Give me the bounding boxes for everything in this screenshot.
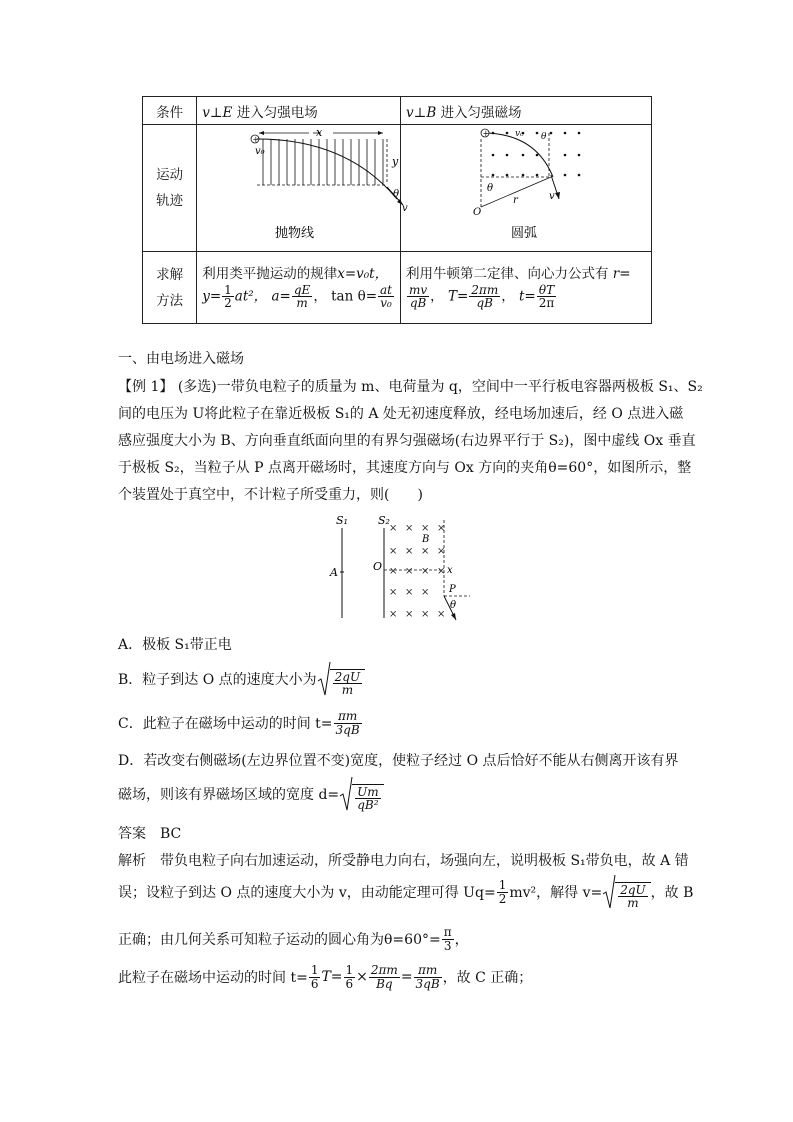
svg-text:×: × <box>437 609 446 620</box>
label-O: O <box>473 207 482 218</box>
option-C: C．此粒子在磁场中运动的时间 t= $\frac{\pi m}{3qB}$ <box>118 709 360 737</box>
header-electric: v⊥E 进入匀强电场 <box>197 97 401 125</box>
label-O-fig: O <box>373 560 383 573</box>
analysis-line-4: 此粒子在磁场中运动的时间 t= $\frac{1}{6}$ T= $\frac{1}{6}$ × $\frac{2\pi m}{Bq}$ = $\frac{\pi m}{3qB}$ ，故 C 正确； <box>118 963 533 991</box>
label-S1: S₁ <box>336 514 348 527</box>
analysis-line-2: 误；设粒子到达 O 点的速度大小为 v，由动能定理可得 Uq= $\frac{1}{2}$ mv²，解得 v= $\frac{2qU}{m}$ ，故 B <box>118 874 693 910</box>
label-B: B <box>422 534 430 545</box>
positive-charge-icon-2: + <box>482 129 490 138</box>
option-B: B．粒子到达 O 点的速度大小为 $\frac{2qU}{m}$ <box>118 661 365 697</box>
svg-text:×: × <box>421 609 430 620</box>
example-line-1: 【例 1】 (多选)一带负电粒子的质量为 m、电荷量为 q，空间中一平行板电容器两极板 S₁、S₂ <box>118 379 703 395</box>
svg-text:×: × <box>437 523 446 534</box>
parabola-diagram <box>197 125 408 251</box>
row-method-label: 求解 方法 <box>143 252 197 324</box>
label-v0: v₀ <box>255 146 265 157</box>
sqrt-sign: $\frac{2qU}{m}$ <box>317 661 365 697</box>
label-S2: S₂ <box>378 514 390 527</box>
method-electric: 利用类平抛运动的规律x=v₀t， y= $\frac{1}{2}$ at²， a= $\frac{qE}{m}$ ， tan θ= $\frac{at}{\text{v₀}}$ <box>197 252 401 324</box>
row-trajectory-label: 运动 轨迹 <box>143 125 197 252</box>
header-magnetic: v⊥B 进入匀强磁场 <box>401 97 652 125</box>
field-crosses <box>389 523 445 620</box>
label-x: x <box>316 126 323 139</box>
label-v0-right: v₀ <box>515 129 524 139</box>
comparison-table <box>142 96 652 324</box>
label-theta-top: θ <box>541 132 547 142</box>
svg-text:×: × <box>389 546 398 557</box>
option-D-line2: 磁场，则该有界磁场区域的宽度 d= $\frac{Um}{\text{qB²}}$ <box>118 776 384 812</box>
example-line-3: 感应强度大小为 B、方向垂直纸面向里的有界匀强磁场(右边界平行于 S₂)，图中虚线 Ox 垂直 <box>118 433 696 449</box>
example-line-5: 个装置处于真空中，不计粒子所受重力，则( ) <box>118 487 423 503</box>
svg-text:×: × <box>421 546 430 557</box>
svg-text:×: × <box>437 546 446 557</box>
label-theta: θ <box>393 189 400 200</box>
svg-text:×: × <box>421 566 430 577</box>
section-title: 一、由电场进入磁场 <box>118 351 244 367</box>
label-theta-center: θ <box>487 183 494 194</box>
header-condition: 条件 <box>143 97 197 125</box>
answer-line: 答案 BC <box>118 826 182 842</box>
label-theta-fig: θ <box>450 600 457 611</box>
label-v-right: v <box>549 191 555 202</box>
svg-text:×: × <box>405 523 414 534</box>
svg-text:×: × <box>421 523 430 534</box>
label-r: r <box>513 195 518 206</box>
option-D-line1: D．若改变右侧磁场(左边界位置不变)宽度，使粒子经过 O 点后恰好不能从右侧离开该有界 <box>118 753 679 769</box>
svg-text:×: × <box>389 587 398 598</box>
parabola-cell <box>197 125 408 252</box>
svg-text:×: × <box>405 546 414 557</box>
svg-text:×: × <box>405 609 414 620</box>
capacitor-field-figure <box>320 512 480 624</box>
svg-text:×: × <box>389 609 398 620</box>
positive-charge-icon: + <box>252 135 260 144</box>
option-A: A．极板 S₁带正电 <box>118 637 232 653</box>
arc-caption: 圆弧 <box>511 226 538 241</box>
svg-text:×: × <box>421 587 430 598</box>
svg-text:×: × <box>389 566 398 577</box>
label-v: v <box>402 203 408 214</box>
label-A: A <box>330 566 338 579</box>
parabola-caption: 抛物线 <box>275 226 315 241</box>
svg-text:×: × <box>405 566 414 577</box>
circular-arc-diagram <box>401 125 651 251</box>
example-line-4: 于极板 S₂，当粒子从 P 点离开磁场时，其速度方向与 Ox 方向的夹角θ=60°，如图所示，整 <box>118 460 692 476</box>
analysis-line-3: 正确；由几何关系可知粒子运动的圆心角为θ=60°= $\frac{\pi}{3}$ ， <box>118 925 469 953</box>
svg-text:×: × <box>405 587 414 598</box>
arc-cell <box>401 125 652 252</box>
label-y: y <box>392 155 399 168</box>
svg-text:×: × <box>389 523 398 534</box>
analysis-line-1: 解析 带负电粒子向右加速运动，所受静电力向右，场强向左，说明极板 S₁带负电，故 A 错 <box>118 853 689 869</box>
label-x-fig: x <box>447 565 453 576</box>
label-P: P <box>449 584 456 595</box>
svg-text:×: × <box>437 566 446 577</box>
method-magnetic: 利用牛顿第二定律、向心力公式有 r= $\frac{mv}{qB}$ ， T= $\frac{2\pi m}{qB}$ ， t= $\frac{\theta T}{2\pi}$ <box>401 252 652 324</box>
example-line-2: 间的电压为 U将此粒子在靠近极板 S₁的 A 处无初速度释放，经电场加速后，经 O 点进入磁 <box>118 406 684 422</box>
